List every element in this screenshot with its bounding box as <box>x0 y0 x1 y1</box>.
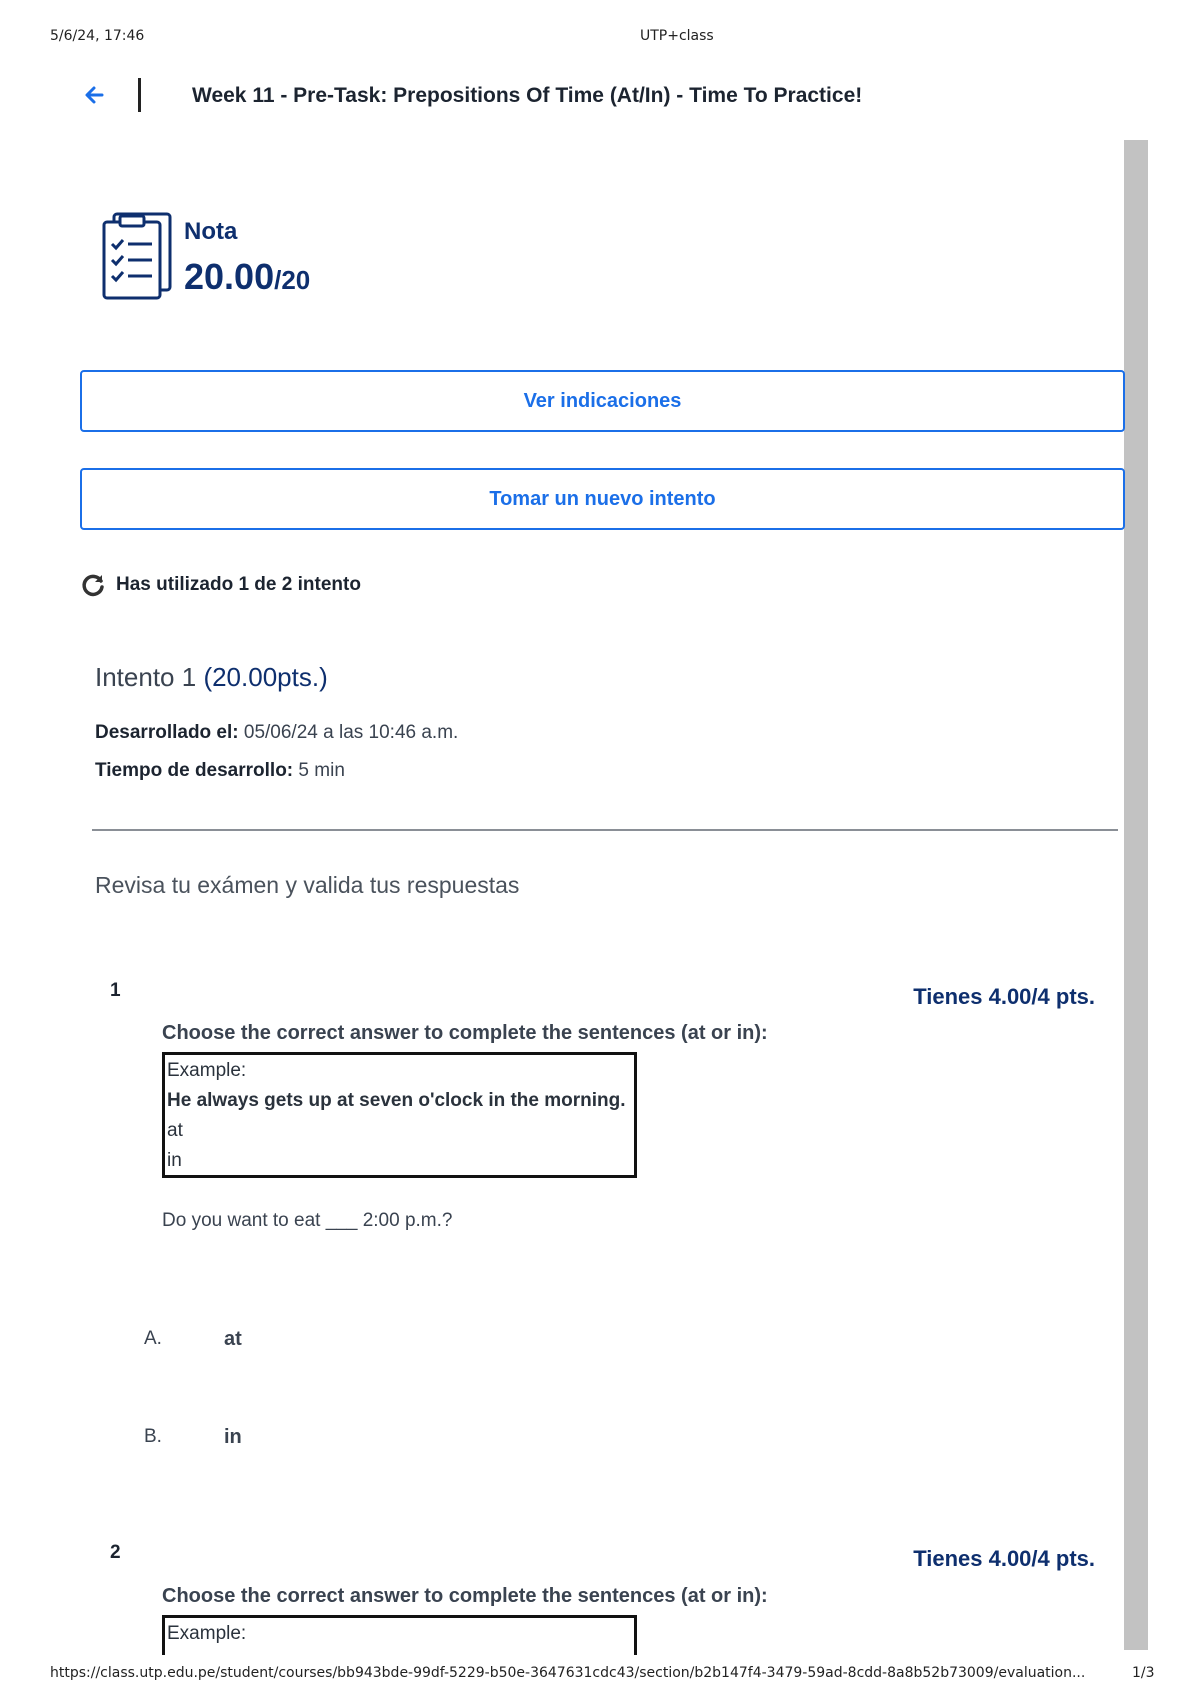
developed-label: Desarrollado el: <box>95 722 239 743</box>
question-prompt: Choose the correct answer to complete the sentences (at or in): <box>162 1022 768 1044</box>
answer-option-a[interactable] <box>144 1324 242 1354</box>
option-text: at <box>224 1327 242 1350</box>
header-separator <box>138 78 141 112</box>
arrow-left-icon <box>80 80 110 110</box>
print-url: https://class.utp.edu.pe/student/courses/bb943bde-99df-5229-b50e-3647631cdc43/section/b2b147f4-3479-59ad-8cdd-8a8b52b73009/evaluation... <box>50 1665 1086 1681</box>
page-header <box>80 78 1130 118</box>
view-instructions-button[interactable]: Ver indicaciones <box>80 370 1125 432</box>
attempt-label: Intento 1 <box>95 662 197 692</box>
example-line: at <box>167 1120 183 1141</box>
example-line: in <box>167 1150 182 1171</box>
new-attempt-button[interactable]: Tomar un nuevo intento <box>80 468 1125 530</box>
option-letter: B. <box>144 1426 162 1447</box>
refresh-icon <box>80 572 106 598</box>
print-page-number: 1/3 <box>1132 1665 1155 1681</box>
example-box <box>162 1052 637 1178</box>
attempt-title <box>95 662 328 693</box>
attempts-info <box>80 570 361 600</box>
print-header <box>0 28 1200 48</box>
grade-label: Nota <box>184 218 238 245</box>
developed-value: 05/06/24 a las 10:46 a.m. <box>243 722 459 743</box>
question-sentence: Do you want to eat ___ 2:00 p.m.? <box>162 1210 453 1231</box>
section-divider <box>92 829 1118 831</box>
grade-denominator: /20 <box>274 265 311 295</box>
attempt-date-row <box>95 722 458 744</box>
question-number: 1 <box>110 980 121 1001</box>
clipboard-checklist-icon <box>100 210 176 302</box>
question-prompt: Choose the correct answer to complete the sentences (at or in): <box>162 1585 768 1607</box>
question-score: Tienes 4.00/4 pts. <box>913 1546 1095 1571</box>
question-number: 2 <box>110 1542 121 1563</box>
answer-option-b[interactable] <box>144 1422 242 1452</box>
duration-label: Tiempo de desarrollo: <box>95 760 294 781</box>
attempts-text: Has utilizado 1 de 2 intento <box>116 574 361 595</box>
option-letter: A. <box>144 1328 162 1349</box>
review-heading: Revisa tu exámen y valida tus respuestas <box>95 872 520 898</box>
example-line: Example: <box>167 1623 247 1644</box>
print-footer <box>0 1665 1200 1685</box>
scrollbar[interactable] <box>1124 140 1148 1650</box>
page-title: Week 11 - Pre-Task: Prepositions Of Time (At/In) - Time To Practice! <box>192 84 863 107</box>
example-line: He always gets up at seven o'clock in the morning. <box>167 1090 626 1111</box>
attempt-points: (20.00pts.) <box>203 662 328 692</box>
duration-value: 5 min <box>298 760 345 781</box>
grade-score: 20.00 <box>184 256 275 297</box>
attempt-duration-row <box>95 760 345 782</box>
example-box <box>162 1615 637 1655</box>
print-site-name: UTP+class <box>640 28 714 44</box>
grade-value <box>184 256 310 298</box>
back-button[interactable] <box>80 80 110 110</box>
grade-card <box>100 210 500 310</box>
example-line: Example: <box>167 1060 247 1081</box>
question-score: Tienes 4.00/4 pts. <box>913 984 1095 1009</box>
option-text: in <box>224 1425 242 1448</box>
print-date: 5/6/24, 17:46 <box>50 28 145 44</box>
